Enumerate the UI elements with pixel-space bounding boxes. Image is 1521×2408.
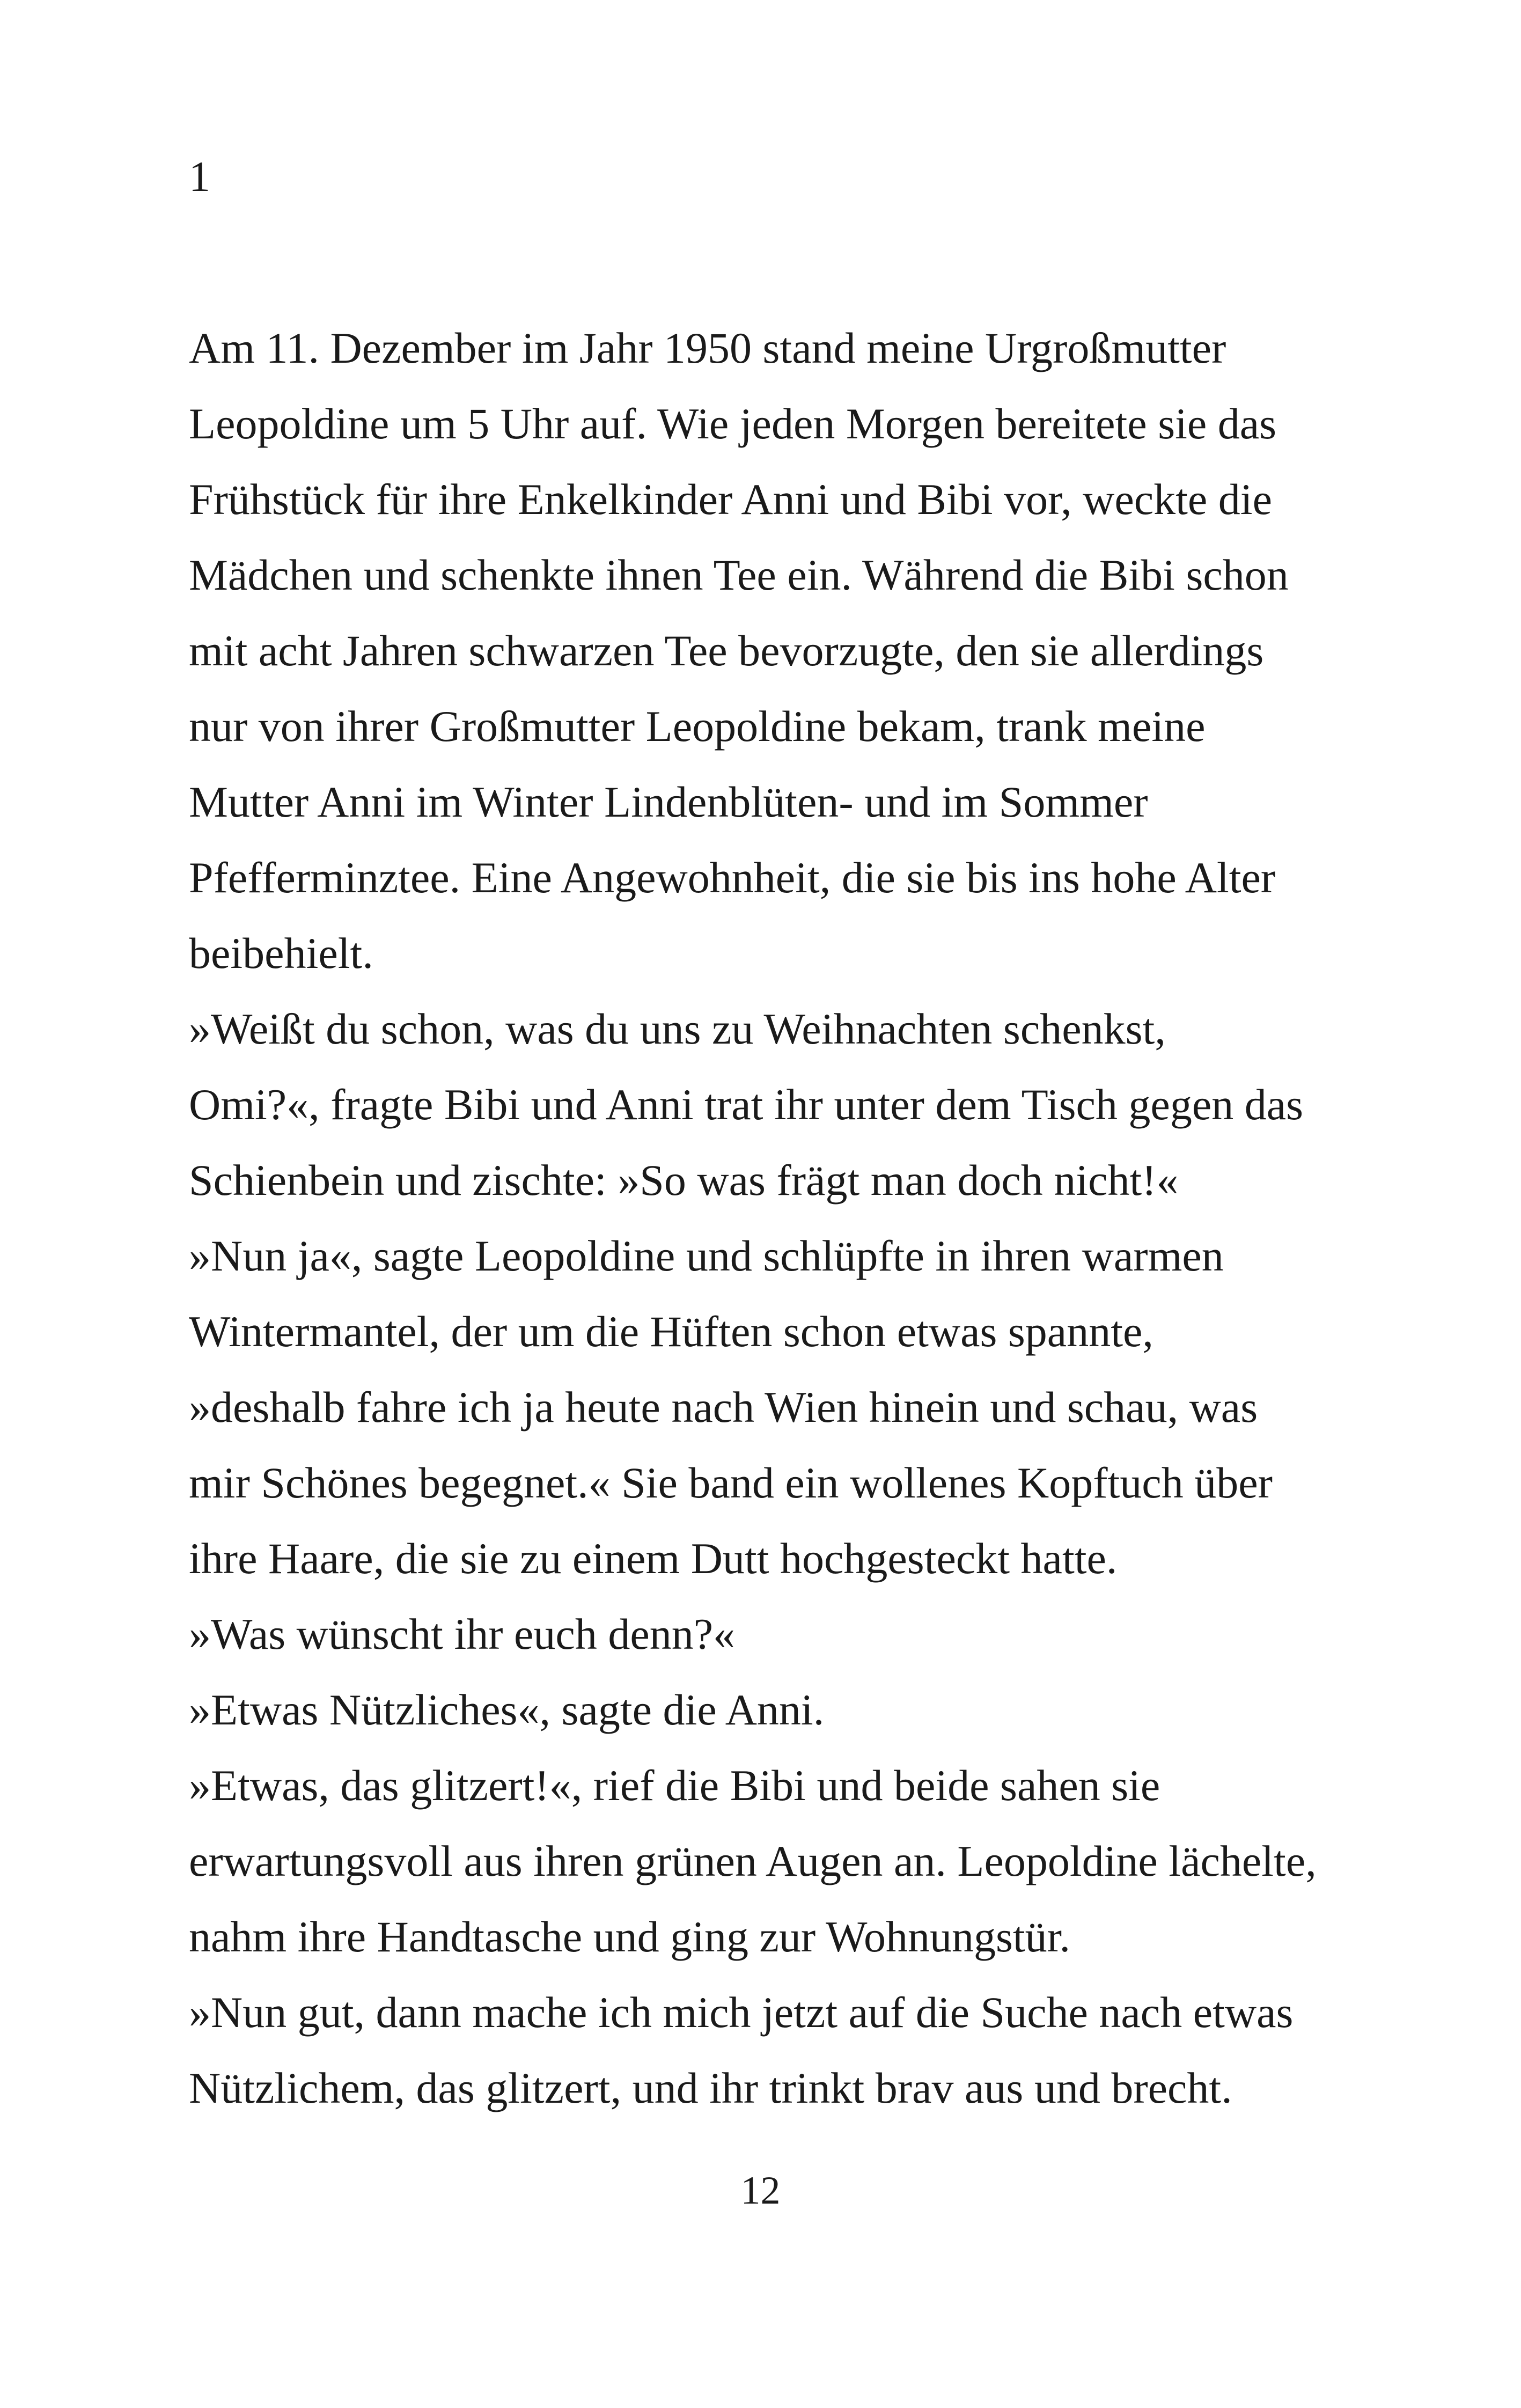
text-line: nahm ihre Handtasche und ging zur Wohnungstür. (189, 1912, 1070, 1961)
text-line: »Nun gut, dann mache ich mich jetzt auf die Suche nach etwas (189, 1988, 1294, 2037)
page-number: 12 (740, 2169, 781, 2213)
text-line: Nützlichem, das glitzert, und ihr trinkt brav aus und brecht. (189, 2064, 1232, 2112)
chapter-number: 1 (189, 153, 210, 201)
text-line: Wintermantel, der um die Hüften schon etwas spannte, (189, 1307, 1153, 1356)
text-line: mir Schönes begegnet.« Sie band ein wollenes Kopftuch über (189, 1458, 1273, 1507)
text-line: Schienbein und zischte: »So was frägt man doch nicht!« (189, 1156, 1179, 1205)
text-line: Frühstück für ihre Enkelkinder Anni und Bibi vor, weckte die (189, 475, 1272, 524)
text-line: Pfefferminztee. Eine Angewohnheit, die sie bis ins hohe Alter (189, 853, 1276, 902)
body-text (189, 310, 1348, 2126)
text-line: »Etwas Nützliches«, sagte die Anni. (189, 1685, 825, 1734)
text-line: mit acht Jahren schwarzen Tee bevorzugte, den sie allerdings (189, 626, 1264, 675)
text-line: beibehielt. (189, 929, 373, 978)
text-line: Mädchen und schenkte ihnen Tee ein. Während die Bibi schon (189, 550, 1289, 599)
text-line: erwartungsvoll aus ihren grünen Augen an. Leopoldine lächelte, (189, 1837, 1317, 1885)
text-line: Leopoldine um 5 Uhr auf. Wie jeden Morgen bereitete sie das (189, 399, 1277, 448)
text-line: nur von ihrer Großmutter Leopoldine bekam, trank meine (189, 702, 1206, 751)
text-line: »Weißt du schon, was du uns zu Weihnachten schenkst, (189, 1004, 1166, 1053)
text-line: ihre Haare, die sie zu einem Dutt hochgesteckt hatte. (189, 1534, 1118, 1583)
text-line: Am 11. Dezember im Jahr 1950 stand meine Urgroßmutter (189, 324, 1226, 372)
text-line: Mutter Anni im Winter Lindenblüten- und im Sommer (189, 777, 1148, 826)
text-line: »Was wünscht ihr euch denn?« (189, 1610, 736, 1658)
text-line: »Nun ja«, sagte Leopoldine und schlüpfte in ihren warmen (189, 1231, 1224, 1280)
text-line: Omi?«, fragte Bibi und Anni trat ihr unter dem Tisch gegen das (189, 1080, 1304, 1129)
text-line: »deshalb fahre ich ja heute nach Wien hinein und schau, was (189, 1383, 1258, 1431)
text-line: »Etwas, das glitzert!«, rief die Bibi und beide sahen sie (189, 1761, 1160, 1810)
